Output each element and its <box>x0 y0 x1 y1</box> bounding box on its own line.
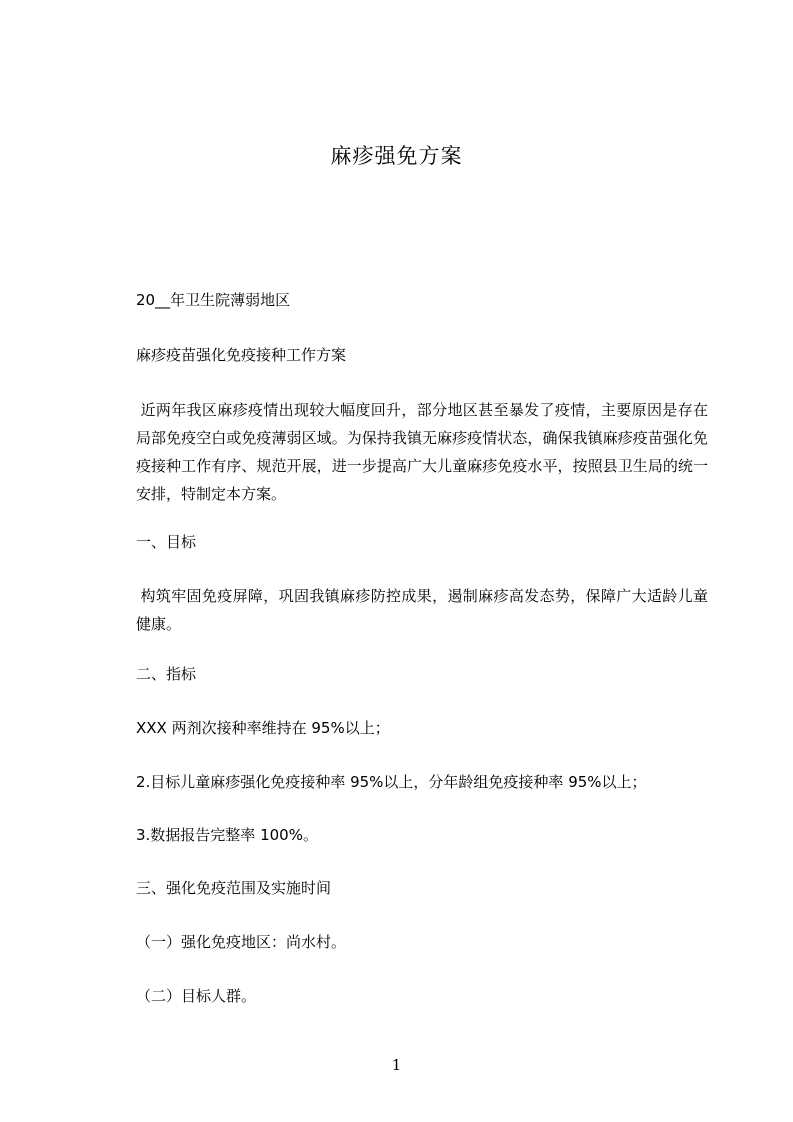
indicator-item-1: XXX 两剂次接种率维持在 95%以上； <box>136 719 390 737</box>
intro-paragraph: 近两年我区麻疹疫情出现较大幅度回升，部分地区甚至暴发了疫情，主要原因是存在局部免疫空白或免疫薄弱区域。为保持我镇无麻疹疫情状态，确保我镇麻疹疫苗强化免疫接种工作有序、规范开展，进一步提高广大儿童麻疹免疫水平，按照县卫生局的统一安排，特制定本方案。 <box>136 401 708 503</box>
page-number: 1 <box>391 1056 402 1074</box>
subsection-region: （一）强化免疫地区：尚水村。 <box>136 933 347 951</box>
section-heading-goal: 一、目标 <box>136 533 197 551</box>
subtitle-line-1: 20__年卫生院薄弱地区 <box>136 291 291 309</box>
section-heading-scope: 三、强化免疫范围及实施时间 <box>136 879 332 897</box>
indicator-item-2: 2.目标儿童麻疹强化免疫接种率 95%以上，分年龄组免疫接种率 95%以上； <box>136 773 647 791</box>
subtitle-line-2: 麻疹疫苗强化免疫接种工作方案 <box>136 346 347 364</box>
section-heading-indicators: 二、指标 <box>136 665 197 683</box>
document-title: 麻疹强免方案 <box>330 144 463 168</box>
goal-paragraph: 构筑牢固免疫屏障，巩固我镇麻疹防控成果，遏制麻疹高发态势，保障广大适龄儿童健康。 <box>136 587 708 633</box>
subsection-target-group: （二）目标人群。 <box>136 987 257 1005</box>
indicator-item-3: 3.数据报告完整率 100%。 <box>136 826 318 844</box>
